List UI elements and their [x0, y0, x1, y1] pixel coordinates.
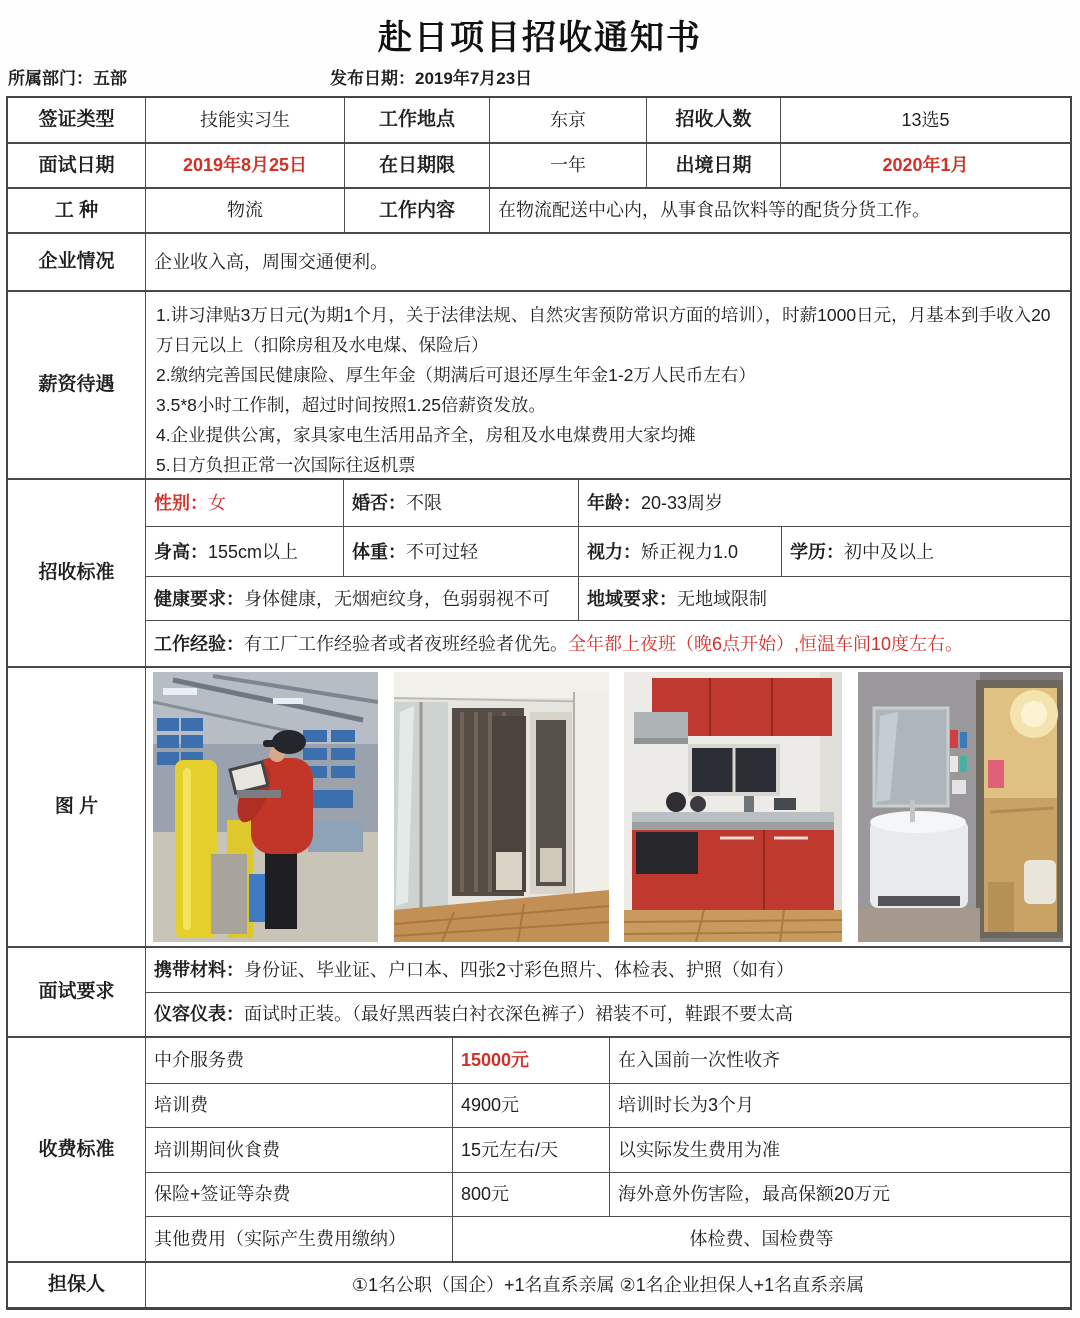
region-label: 地域要求：	[587, 588, 677, 609]
headcount-label: 招收人数	[646, 98, 780, 142]
standards-row-2	[146, 526, 1070, 575]
marital-field	[343, 480, 578, 526]
education-label: 学历：	[790, 541, 844, 562]
departure-date-label: 出境日期	[646, 144, 780, 187]
page-title: 赴日项目招收通知书	[378, 19, 702, 57]
gender-value: 女	[208, 493, 226, 514]
experience-field	[146, 621, 1070, 666]
company-value: 企业收入高，周围交通便利。	[145, 234, 1070, 290]
height-value: 155cm以上	[208, 541, 299, 562]
experience-label: 工作经验：	[154, 633, 244, 654]
row-photos	[8, 666, 1070, 946]
salary-line-3: 3.5*8小时工作制，超过时间按照1.25倍薪资发放。	[156, 395, 546, 415]
standards-row-4	[146, 620, 1070, 666]
warehouse-worker-photo	[153, 672, 378, 942]
weight-field	[343, 527, 578, 575]
fee-row-other	[146, 1216, 1070, 1261]
education-field	[781, 527, 1070, 575]
visa-type-label: 签证类型	[38, 109, 115, 131]
fee-item: 保险+签证等杂费	[154, 1184, 291, 1205]
weight-label: 体重：	[352, 541, 406, 562]
row-guarantor	[8, 1261, 1070, 1307]
work-location-label: 工作地点	[344, 98, 489, 142]
notice-table	[6, 96, 1072, 1310]
standards-row-3	[146, 576, 1070, 621]
photo-strip	[145, 668, 1070, 946]
fee-amount: 4900元	[452, 1084, 609, 1128]
fee-note: 海外意外伤害险，最高保额20万元	[609, 1173, 1070, 1217]
fee-note: 在入国前一次性收齐	[609, 1038, 1070, 1083]
job-content-label: 工作内容	[344, 189, 489, 232]
salary-label: 薪资待遇	[38, 374, 115, 396]
row-job	[8, 187, 1070, 232]
fee-item: 中介服务费	[154, 1050, 244, 1071]
fee-row-agency	[146, 1038, 1070, 1083]
vision-value: 矫正视力1.0	[641, 541, 739, 562]
fee-row-insurance	[146, 1172, 1070, 1217]
height-label: 身高：	[154, 541, 208, 562]
publish-date-field	[330, 64, 532, 89]
fee-note: 以实际发生费用为准	[609, 1128, 1070, 1172]
marital-label: 婚否：	[352, 493, 406, 514]
guarantor-value: ①1名公职（国企）+1名直系亲属 ②1名企业担保人+1名直系亲属	[145, 1263, 1070, 1307]
age-field	[578, 480, 1070, 526]
row-interview-req	[8, 946, 1070, 1036]
appearance-row	[146, 992, 1070, 1036]
guarantor-label: 担保人	[47, 1274, 105, 1296]
fee-item: 培训期间伙食费	[154, 1139, 280, 1160]
job-type-label: 工 种	[54, 199, 99, 221]
vision-field	[578, 527, 781, 575]
department-label: 所属部门：	[8, 69, 93, 88]
bathroom-illustration	[858, 672, 1063, 942]
gender-field	[146, 480, 343, 526]
materials-label: 携带材料：	[154, 959, 244, 980]
interview-req-label: 面试要求	[38, 981, 115, 1003]
appearance-value: 面试时正装。（最好黑西装白衬衣深色裤子）裙装不可，鞋跟不要太高	[244, 1004, 793, 1025]
weight-value: 不可过轻	[406, 541, 478, 562]
fee-item: 其他费用（实际产生费用缴纳）	[154, 1229, 406, 1250]
interview-date-label: 面试日期	[38, 154, 115, 176]
standards-row-1	[146, 480, 1070, 526]
company-label: 企业情况	[38, 251, 115, 273]
interview-date-value: 2019年8月25日	[145, 144, 344, 187]
fee-row-training	[146, 1083, 1070, 1128]
apartment-room-illustration	[394, 672, 609, 942]
publish-date-value: 2019年7月23日	[415, 69, 533, 88]
salary-line-1: 1.讲习津贴3万日元(为期1个月，关于法律法规、自然灾害预防常识方面的培训），时薪1000日元，月基本到手收入20万日元以上（扣除房租及水电煤、保险后）	[156, 305, 1051, 355]
fees-grid	[145, 1038, 1070, 1261]
headcount-value: 13选5	[780, 98, 1070, 142]
materials-row	[146, 948, 1070, 992]
photos-label: 图 片	[54, 796, 99, 818]
department-field	[8, 69, 127, 88]
kitchen-illustration	[624, 672, 842, 942]
row-standards	[8, 478, 1070, 666]
salary-line-5: 5.日方负担正常一次国际往返机票	[156, 455, 416, 475]
fees-label: 收费标准	[38, 1138, 115, 1160]
appearance-field	[146, 993, 1070, 1036]
fee-amount: 800元	[452, 1173, 609, 1217]
salary-line-2: 2.缴纳完善国民健康险、厚生年金（期满后可退还厚生年金1-2万人民币左右）	[156, 365, 756, 385]
warehouse-worker-illustration	[153, 672, 378, 942]
work-location-value: 东京	[489, 98, 646, 142]
job-content-value: 在物流配送中心内，从事食品饮料等的配货分货工作。	[489, 189, 1070, 232]
experience-highlight: 全年都上夜班（晚6点开始）,恒温车间10度左右。	[568, 633, 964, 654]
kitchen-photo	[624, 672, 842, 942]
fee-amount: 15000元	[452, 1038, 609, 1083]
health-label: 健康要求：	[154, 588, 244, 609]
stay-period-label: 在日期限	[344, 144, 489, 187]
row-fees	[8, 1036, 1070, 1261]
age-value: 20-33周岁	[641, 493, 724, 514]
fee-merged-note: 体检费、国检费等	[452, 1217, 1070, 1261]
region-value: 无地域限制	[677, 588, 767, 609]
gender-label: 性别：	[154, 493, 208, 514]
salary-line-4: 4.企业提供公寓，家具家电生活用品齐全，房租及水电煤费用大家均摊	[156, 425, 696, 445]
fee-item: 培训费	[154, 1095, 208, 1116]
department-value: 五部	[93, 69, 127, 88]
publish-date-label: 发布日期：	[330, 69, 415, 88]
job-type-value: 物流	[145, 189, 344, 232]
row-basic	[8, 98, 1070, 142]
materials-value: 身份证、毕业证、户口本、四张2寸彩色照片、体检表、护照（如有）	[244, 959, 795, 980]
fee-row-meals	[146, 1127, 1070, 1172]
height-field	[146, 527, 343, 575]
age-label: 年龄：	[587, 493, 641, 514]
departure-date-value: 2020年1月	[780, 144, 1070, 187]
materials-field	[146, 948, 1070, 992]
row-company	[8, 232, 1070, 290]
standards-grid	[145, 480, 1070, 666]
document-meta	[8, 64, 1072, 89]
row-salary	[8, 290, 1070, 478]
experience-value: 有工厂工作经验者或者夜班经验者优先。	[244, 633, 568, 654]
salary-details	[145, 292, 1070, 478]
apartment-room-photo	[394, 672, 609, 942]
fee-amount: 15元左右/天	[452, 1128, 609, 1172]
education-value: 初中及以上	[844, 541, 934, 562]
fee-note: 培训时长为3个月	[609, 1084, 1070, 1128]
appearance-label: 仪容仪表：	[154, 1004, 244, 1025]
region-field	[578, 577, 1070, 621]
health-value: 身体健康，无烟疤纹身，色弱弱视不可	[244, 588, 550, 609]
health-field	[146, 577, 578, 621]
stay-period-value: 一年	[489, 144, 646, 187]
standards-label: 招收标准	[38, 562, 115, 584]
row-dates	[8, 142, 1070, 187]
marital-value: 不限	[406, 493, 442, 514]
interview-req-grid	[145, 948, 1070, 1036]
visa-type-value: 技能实习生	[145, 98, 344, 142]
vision-label: 视力：	[587, 541, 641, 562]
bathroom-photo	[858, 672, 1063, 942]
